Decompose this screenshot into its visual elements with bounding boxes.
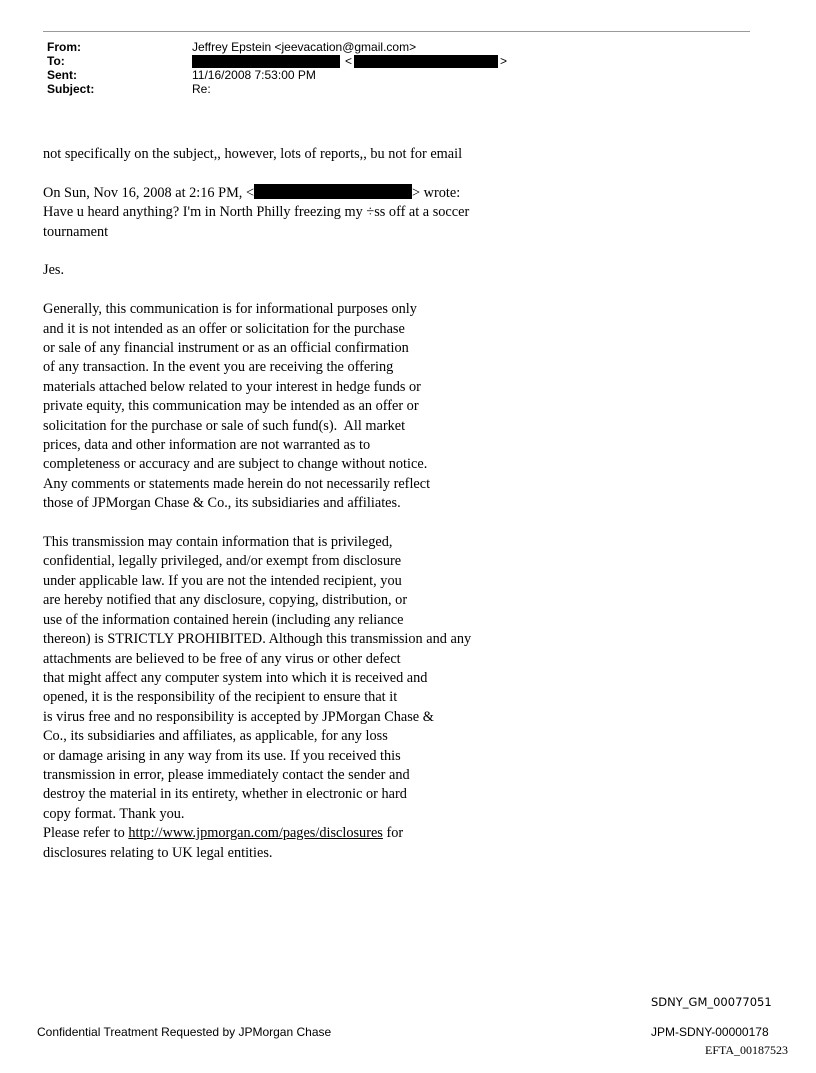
email-header [47, 40, 507, 96]
sent-value: 11/16/2008 7:53:00 PM [192, 68, 316, 82]
disclaimer-line: that might affect any computer system into which it is received and [43, 669, 428, 686]
quote-line: Have u heard anything? I'm in North Philly freezing my ÷ss off at a soccer [43, 204, 470, 221]
refer-suffix: for [382, 825, 404, 842]
disclaimer-line: completeness or accuracy and are subject to change without notice. [43, 456, 428, 473]
disclaimer-line: Co., its subsidiaries and affiliates, as applicable, for any loss [43, 728, 388, 745]
quote-suffix: > wrote: [412, 184, 461, 201]
disclaimer-line: confidential, legally privileged, and/or exempt from disclosure [43, 553, 402, 570]
to-close-bracket: > [500, 54, 508, 68]
disclaimer-line: those of JPMorgan Chase & Co., its subsidiaries and affiliates. [43, 495, 401, 512]
email-body [43, 145, 543, 863]
subject-value: Re: [192, 82, 211, 96]
quote-prefix: On Sun, Nov 16, 2008 at 2:16 PM, < [43, 184, 255, 201]
disclaimer-line: This transmission may contain information that is privileged, [43, 534, 393, 551]
disclaimer-line: transmission in error, please immediately contact the sender and [43, 766, 410, 783]
refer-line-2: disclosures relating to UK legal entities. [43, 844, 273, 861]
to-value [192, 54, 507, 68]
from-value: Jeffrey Epstein <jeevacation@gmail.com> [192, 40, 417, 54]
disclaimer-line: is virus free and no responsibility is accepted by JPMorgan Chase & [43, 708, 434, 725]
disclaimer-line: or sale of any financial instrument or as an official confirmation [43, 340, 409, 357]
disclaimer-paragraph-2 [43, 533, 543, 824]
disclaimer-line: attachments are believed to be free of any virus or other defect [43, 650, 401, 667]
disclaimer-line: destroy the material in its entirety, whether in electronic or hard [43, 786, 407, 803]
disclaimer-line: prices, data and other information are not warranted as to [43, 437, 371, 454]
disclaimer-line: of any transaction. In the event you are receiving the offering [43, 359, 394, 376]
disclaimer-line: solicitation for the purchase or sale of such fund(s). All market [43, 417, 406, 434]
disclaimer-line: opened, it is the responsibility of the recipient to ensure that it [43, 689, 398, 706]
disclaimer-line: copy format. Thank you. [43, 805, 185, 822]
to-open-bracket: < [345, 54, 353, 68]
signoff: Jes. [43, 262, 65, 279]
sent-row [47, 68, 507, 82]
refer-prefix: Please refer to [43, 825, 129, 842]
disclaimer-line: or damage arising in any way from its use. If you received this [43, 747, 401, 764]
header-divider [43, 31, 750, 32]
disclaimer-line: Generally, this communication is for informational purposes only [43, 301, 417, 318]
from-label: From: [47, 40, 81, 54]
disclosures-link[interactable]: http://www.jpmorgan.com/pages/disclosures [128, 825, 383, 842]
disclaimer-line: use of the information contained herein (including any reliance [43, 611, 404, 628]
bates-efta: EFTA_00187523 [705, 1043, 789, 1057]
bates-sdny: SDNY_GM_00077051 [651, 995, 772, 1009]
redaction-box [254, 184, 412, 199]
disclaimer-line: materials attached below related to your interest in hedge funds or [43, 378, 421, 395]
to-label: To: [47, 54, 65, 68]
disclaimer-line: under applicable law. If you are not the intended recipient, you [43, 572, 402, 589]
quote-header [43, 184, 543, 203]
subject-label: Subject: [47, 82, 95, 96]
disclaimer-paragraph-1 [43, 300, 543, 513]
to-row [47, 54, 507, 68]
redaction-box [354, 55, 498, 68]
disclaimer-line: are hereby notified that any disclosure, copying, distribution, or [43, 592, 408, 609]
disclaimer-line: Any comments or statements made herein do not necessarily reflect [43, 475, 431, 492]
confidential-notice: Confidential Treatment Requested by JPMorgan Chase [37, 1025, 332, 1039]
disclaimer-line: thereon) is STRICTLY PROHIBITED. Although this transmission and any [43, 631, 472, 648]
disclaimer-line: private equity, this communication may be intended as an offer or [43, 398, 419, 415]
reply-line: not specifically on the subject,, however, lots of reports,, bu not for email [43, 146, 463, 162]
from-row [47, 40, 507, 54]
disclaimer-line: and it is not intended as an offer or solicitation for the purchase [43, 320, 405, 337]
refer-line [43, 824, 543, 843]
sent-label: Sent: [47, 68, 77, 82]
subject-row [47, 82, 507, 96]
redaction-box [192, 55, 340, 68]
quote-line: tournament [43, 223, 109, 240]
bates-jpm: JPM-SDNY-00000178 [651, 1025, 769, 1039]
